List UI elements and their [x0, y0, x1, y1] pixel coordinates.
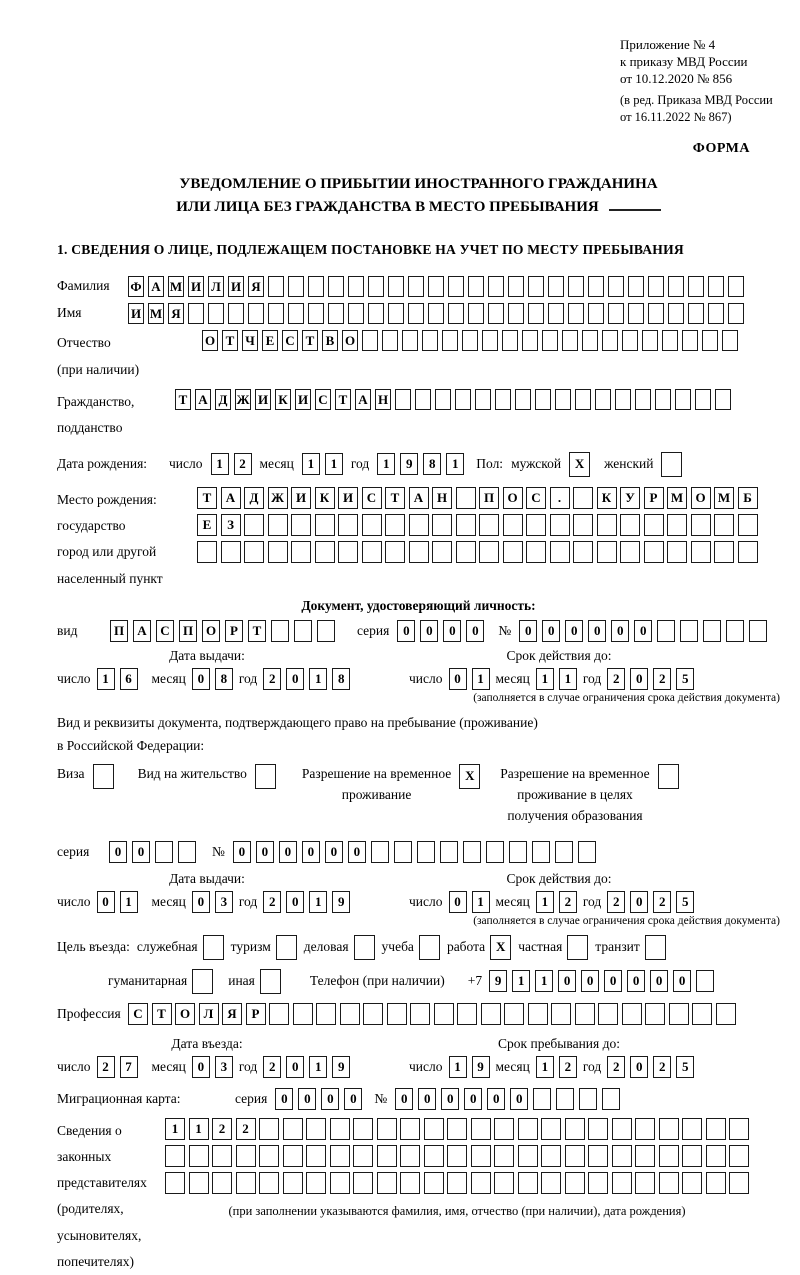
- temp-residence-checkbox[interactable]: X: [459, 764, 480, 789]
- purpose-study: [382, 935, 440, 960]
- temp-residence-edu-label-line: получения образования: [507, 807, 643, 823]
- profession-input[interactable]: С Т О Л Я Р: [128, 1003, 736, 1025]
- birth-month-input[interactable]: 1 1: [302, 453, 343, 475]
- purpose-tourism: [231, 935, 297, 960]
- legal-reps-label: [57, 1118, 165, 1275]
- birth-place-row3-input[interactable]: [197, 541, 758, 563]
- day-label: число: [409, 893, 443, 909]
- identity-valid-month-input[interactable]: 1 1: [536, 668, 577, 690]
- option-visa: [57, 764, 114, 789]
- sex-label: Пол:: [476, 456, 504, 472]
- legal-reps-row1-input[interactable]: 1 1 2 2: [165, 1118, 749, 1140]
- birth-place-label-line: государство: [57, 518, 126, 534]
- purpose-work-checkbox[interactable]: X: [490, 935, 511, 960]
- temp-residence-label-line: Разрешение на временное: [301, 765, 452, 781]
- stay-doc-intro-line2: в Российской Федерации:: [57, 737, 205, 753]
- year-label: год: [238, 671, 258, 687]
- month-label: месяц: [151, 671, 186, 687]
- purpose-official: [137, 935, 224, 960]
- stay-valid-block: [409, 871, 780, 913]
- stay-number-label: №: [212, 843, 225, 859]
- day-label: число: [169, 456, 203, 472]
- identity-issue-block: [57, 648, 409, 690]
- stay-doc-dates: [57, 871, 780, 913]
- entry-day-input[interactable]: 2 7: [97, 1056, 138, 1078]
- temp-residence-edu-checkbox[interactable]: [658, 764, 679, 789]
- stay-doc-intro: [57, 712, 780, 758]
- doc-number-input[interactable]: 0 0 0 0 0 0: [519, 620, 767, 642]
- identity-doc-heading: Документ, удостоверяющий личность:: [301, 597, 536, 613]
- doc-series-input[interactable]: 0 0 0 0: [397, 620, 484, 642]
- blank-underline: [609, 209, 661, 211]
- month-label: месяц: [495, 1058, 530, 1074]
- purpose-private: [518, 935, 588, 960]
- field-identity-doc: [57, 620, 780, 642]
- purpose-work: [447, 935, 511, 960]
- temp-residence-label: [302, 764, 451, 806]
- purpose-tourism-checkbox[interactable]: [276, 935, 297, 960]
- birth-place-inputs: [197, 487, 758, 563]
- day-label: число: [409, 671, 443, 687]
- entry-date-title: Дата въезда:: [171, 1035, 243, 1051]
- year-label: год: [350, 456, 370, 472]
- issue-date-title: Дата выдачи:: [169, 647, 245, 663]
- male-checkbox[interactable]: X: [569, 452, 590, 477]
- temp-residence-edu-label-line: Разрешение на временное: [500, 765, 650, 781]
- stay-series-label: серия: [57, 843, 90, 859]
- entry-year-input[interactable]: 2 0 1 9: [263, 1056, 350, 1078]
- birth-place-label-line: город или другой: [57, 544, 157, 560]
- legal-reps-label-line: представителях: [57, 1175, 147, 1191]
- legal-reps-inputs: [165, 1118, 749, 1194]
- appendix-line: Приложение № 4: [620, 37, 716, 52]
- identity-issue-day-input[interactable]: 1 6: [97, 668, 138, 690]
- entry-purpose-label: Цель въезда:: [57, 939, 130, 955]
- stay-valid-year-input[interactable]: 2 0 2 5: [607, 891, 694, 913]
- name-label: Имя: [57, 305, 82, 321]
- migration-number-label: №: [374, 1090, 388, 1106]
- option-temp-residence: [302, 764, 480, 806]
- legal-reps-row3-input[interactable]: [165, 1172, 749, 1194]
- edition-line: от 16.11.2022 № 867): [620, 109, 732, 124]
- edition-note: [620, 92, 800, 125]
- surname-input[interactable]: Ф А М И Л И Я: [128, 276, 744, 297]
- visa-checkbox[interactable]: [93, 764, 114, 789]
- purpose-private-checkbox[interactable]: [567, 935, 588, 960]
- form-label: ФОРМА: [692, 141, 750, 157]
- purpose-private-label: частная: [518, 939, 563, 955]
- stay-doc-options: [57, 764, 780, 827]
- doc-kind-input[interactable]: П А С П О Р Т: [110, 620, 335, 642]
- temp-residence-label-line: проживание: [341, 786, 412, 802]
- purpose-study-checkbox[interactable]: [419, 935, 440, 960]
- day-label: число: [57, 893, 91, 909]
- temp-residence-edu-label-line: проживание в целях: [517, 786, 633, 802]
- purpose-other-checkbox[interactable]: [260, 969, 281, 994]
- phone-input[interactable]: 9 1 1 0 0 0 0 0 0: [489, 970, 714, 992]
- purpose-transit: [595, 935, 666, 960]
- purpose-other-label: иная: [228, 973, 255, 989]
- legal-reps-label-line: попечителях): [57, 1254, 134, 1270]
- stay-issue-month-input[interactable]: 0 3: [192, 891, 233, 913]
- birth-place-label-line: населенный пункт: [57, 570, 163, 586]
- purpose-transit-label: транзит: [595, 939, 640, 955]
- purpose-official-checkbox[interactable]: [203, 935, 224, 960]
- day-label: число: [57, 671, 91, 687]
- identity-issue-year-input[interactable]: 2 0 1 8: [263, 668, 350, 690]
- birth-place-label-line: Место рождения:: [57, 491, 157, 507]
- entry-date-block: [57, 1036, 409, 1078]
- residence-permit-checkbox[interactable]: [255, 764, 276, 789]
- field-stay-doc-number: [57, 841, 780, 863]
- profession-label: Профессия: [57, 1005, 121, 1021]
- stay-series-input[interactable]: 0 0: [109, 841, 196, 863]
- patronymic-label-line2: (при наличии): [57, 361, 140, 377]
- purpose-official-label: служебная: [136, 939, 198, 955]
- residence-permit-label: Вид на жительство: [137, 765, 247, 781]
- section1-heading: 1. СВЕДЕНИЯ О ЛИЦЕ, ПОДЛЕЖАЩЕМ ПОСТАНОВКЕ НА УЧЕТ ПО МЕСТУ ПРЕБЫВАНИЯ: [57, 242, 684, 258]
- appendix-line: от 10.12.2020 № 856: [620, 71, 733, 87]
- doc-kind-label: вид: [57, 623, 78, 639]
- doc-number-label: №: [498, 623, 512, 639]
- citizenship-label: [57, 389, 175, 442]
- legal-reps-row2-input[interactable]: [165, 1145, 749, 1167]
- edition-line: (в ред. Приказа МВД России: [620, 93, 773, 108]
- purpose-humanitarian-checkbox[interactable]: [192, 969, 213, 994]
- patronymic-label: [57, 330, 202, 383]
- identity-issue-month-input[interactable]: 0 8: [192, 668, 233, 690]
- visa-label: Виза: [57, 765, 85, 781]
- stay-valid-note: (заполняется в случае ограничения срока действия документа): [473, 914, 780, 927]
- citizenship-label-line1: Гражданство,: [57, 394, 135, 410]
- field-birth-place: [57, 487, 780, 592]
- purpose-humanitarian: [108, 969, 213, 994]
- surname-label: Фамилия: [57, 278, 110, 294]
- birth-place-row2-input[interactable]: Е З: [197, 514, 758, 536]
- stay-issue-block: [57, 871, 409, 913]
- stay-issue-day-input[interactable]: 0 1: [97, 891, 138, 913]
- purpose-study-label: учеба: [381, 939, 414, 955]
- male-label: мужской: [511, 456, 562, 472]
- legal-reps-note: (при заполнении указываются фамилия, имя, отчество (при наличии), дата рождения): [228, 1203, 686, 1218]
- birth-place-label: [57, 487, 197, 592]
- identity-valid-day-input[interactable]: 0 1: [449, 668, 490, 690]
- month-label: месяц: [495, 893, 530, 909]
- day-label: число: [409, 1058, 443, 1074]
- citizenship-label-line2: подданство: [57, 420, 123, 436]
- identity-valid-note: (заполняется в случае ограничения срока действия документа): [473, 691, 780, 704]
- month-label: месяц: [259, 456, 294, 472]
- citizenship-input[interactable]: Т А Д Ж И К И С Т А Н: [175, 389, 731, 410]
- stay-number-input[interactable]: 0 0 0 0 0 0: [233, 841, 596, 863]
- month-label: месяц: [151, 1058, 186, 1074]
- legal-reps-label-line: законных: [57, 1148, 112, 1164]
- form-title-line2: ИЛИ ЛИЦА БЕЗ ГРАЖДАНСТВА В МЕСТО ПРЕБЫВАНИЯ: [176, 198, 599, 215]
- purpose-transit-checkbox[interactable]: [645, 935, 666, 960]
- doc-series-label: серия: [357, 623, 390, 639]
- field-name: [57, 303, 780, 324]
- legal-reps-label-line: усыновителях,: [57, 1227, 142, 1243]
- birth-date-label: Дата рождения:: [57, 456, 148, 472]
- name-input[interactable]: И М Я: [128, 303, 744, 324]
- field-migration-card: [57, 1088, 780, 1110]
- entry-dates: [57, 1036, 780, 1078]
- birth-place-row1-input[interactable]: Т А Д Ж И К И С Т А Н П О С . К У Р М О М Б: [197, 487, 758, 509]
- identity-valid-block: [409, 648, 780, 690]
- female-label: женский: [604, 456, 654, 472]
- stay-doc-intro-line1: Вид и реквизиты документа, подтверждающего право на пребывание (проживание): [57, 714, 538, 730]
- stay-issue-year-input[interactable]: 2 0 1 9: [263, 891, 350, 913]
- identity-doc-dates: [57, 648, 780, 690]
- valid-until-title: Срок действия до:: [506, 647, 612, 663]
- entry-month-input[interactable]: 0 3: [192, 1056, 233, 1078]
- field-profession: [57, 1003, 780, 1026]
- birth-year-input[interactable]: 1 9 8 1: [377, 453, 464, 475]
- field-citizenship: [57, 389, 780, 442]
- birth-day-input[interactable]: 1 2: [211, 453, 252, 475]
- year-label: год: [238, 1058, 258, 1074]
- field-birth-date: [57, 452, 780, 477]
- migration-series-input[interactable]: 0 0 0 0: [275, 1088, 362, 1110]
- migration-card-label: Миграционная карта:: [57, 1090, 181, 1106]
- phone-prefix: +7: [467, 973, 483, 989]
- month-label: месяц: [495, 671, 530, 687]
- field-surname: [57, 276, 780, 297]
- stay-until-year-input[interactable]: 2 0 2 5: [607, 1056, 694, 1078]
- month-label: месяц: [151, 893, 186, 909]
- issue-date-title: Дата выдачи:: [169, 870, 245, 886]
- year-label: год: [582, 1058, 602, 1074]
- legal-reps-label-line: (родителях,: [57, 1201, 124, 1217]
- stay-until-title: Срок пребывания до:: [498, 1035, 620, 1051]
- year-label: год: [582, 671, 602, 687]
- purpose-business-checkbox[interactable]: [354, 935, 375, 960]
- purpose-tourism-label: туризм: [230, 939, 271, 955]
- female-checkbox[interactable]: [661, 452, 682, 477]
- year-label: год: [582, 893, 602, 909]
- form-title: [57, 173, 780, 218]
- stay-until-day-input[interactable]: 1 9: [449, 1056, 490, 1078]
- entry-purpose-row2: [108, 969, 780, 994]
- purpose-humanitarian-label: гуманитарная: [108, 973, 188, 989]
- legal-reps-label-line: Сведения о: [57, 1122, 122, 1138]
- migration-series-label: серия: [235, 1090, 268, 1106]
- purpose-other: [228, 969, 281, 994]
- purpose-business: [304, 935, 375, 960]
- valid-until-title: Срок действия до:: [506, 870, 612, 886]
- option-residence-permit: [138, 764, 276, 789]
- appendix-line: к приказу МВД России: [620, 54, 748, 70]
- stay-valid-month-input[interactable]: 1 2: [536, 891, 577, 913]
- patronymic-label-line1: Отчество: [57, 335, 111, 351]
- entry-purpose-row1: [57, 935, 780, 960]
- day-label: число: [57, 1058, 91, 1074]
- purpose-business-label: деловая: [303, 939, 349, 955]
- stay-until-block: [409, 1036, 780, 1078]
- field-legal-reps: [57, 1118, 780, 1275]
- appendix-note: [620, 36, 800, 125]
- form-title-line1: УВЕДОМЛЕНИЕ О ПРИБЫТИИ ИНОСТРАННОГО ГРАЖДАНИНА: [179, 176, 658, 193]
- purpose-work-label: работа: [446, 939, 486, 955]
- patronymic-input[interactable]: О Т Ч Е С Т В О: [202, 330, 738, 351]
- option-temp-residence-education: [500, 764, 678, 827]
- stay-until-month-input[interactable]: 1 2: [536, 1056, 577, 1078]
- field-patronymic: [57, 330, 780, 383]
- phone-label: Телефон (при наличии): [309, 973, 445, 989]
- legal-reps-right: [165, 1118, 749, 1219]
- stay-valid-day-input[interactable]: 0 1: [449, 891, 490, 913]
- temp-residence-edu-label: [500, 764, 649, 827]
- identity-valid-year-input[interactable]: 2 0 2 5: [607, 668, 694, 690]
- year-label: год: [238, 893, 258, 909]
- migration-number-input[interactable]: 0 0 0 0 0 0: [395, 1088, 620, 1110]
- form-title-line2-row: [57, 196, 780, 219]
